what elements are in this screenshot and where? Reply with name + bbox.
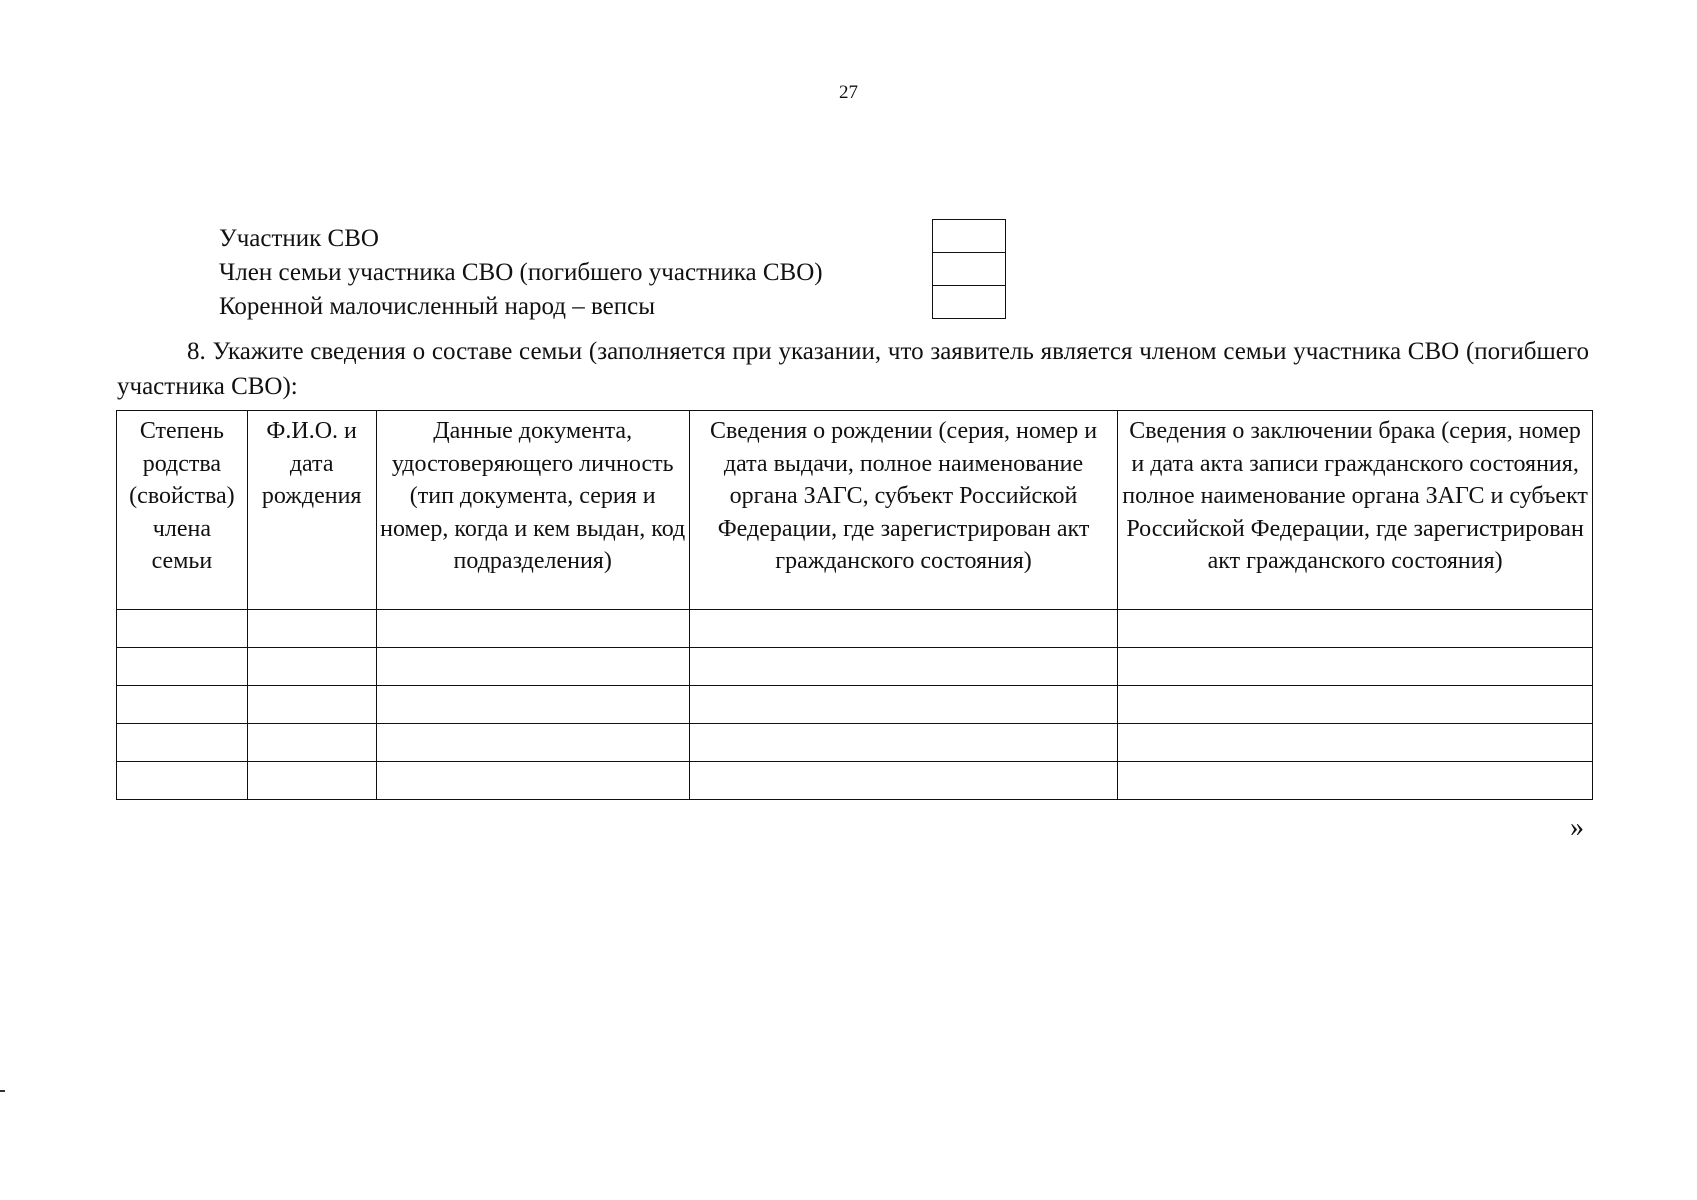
table-cell[interactable] bbox=[1118, 648, 1593, 686]
table-cell[interactable] bbox=[376, 686, 689, 724]
table-cell[interactable] bbox=[1118, 724, 1593, 762]
table-cell[interactable] bbox=[117, 686, 248, 724]
table-cell[interactable] bbox=[1118, 762, 1593, 800]
header-birth-record: Сведения о рождении (серия, номер и дата выдачи, полное наименование органа ЗАГС, субъект Российской Федерации, где зарегистрирован акт гражданского состояния) bbox=[689, 411, 1117, 610]
category-label-svo-participant: Участник СВО bbox=[219, 225, 379, 252]
table-row bbox=[117, 610, 1593, 648]
table-cell[interactable] bbox=[1118, 686, 1593, 724]
header-identity-document: Данные документа, удостоверяющего личность (тип документа, серия и номер, когда и кем выдан, код подразделения) bbox=[376, 411, 689, 610]
table-cell[interactable] bbox=[376, 724, 689, 762]
header-kinship-degree: Степень родства (свойства) члена семьи bbox=[117, 411, 248, 610]
category-checkbox-group bbox=[932, 219, 1006, 319]
closing-quotation-mark: » bbox=[1570, 812, 1584, 843]
table-cell[interactable] bbox=[247, 686, 376, 724]
applicant-category-list bbox=[219, 222, 919, 324]
family-composition-table bbox=[116, 410, 1593, 800]
table-header-row bbox=[117, 411, 1593, 610]
checkbox-svo-participant[interactable] bbox=[933, 220, 1005, 253]
category-label-svo-family-member: Член семьи участника СВО (погибшего участника СВО) bbox=[219, 259, 823, 286]
table-cell[interactable] bbox=[247, 762, 376, 800]
table-cell[interactable] bbox=[689, 610, 1117, 648]
table-cell[interactable] bbox=[247, 648, 376, 686]
scan-edge-mark bbox=[0, 1090, 5, 1092]
table-row bbox=[117, 686, 1593, 724]
table-cell[interactable] bbox=[376, 648, 689, 686]
table-cell[interactable] bbox=[689, 648, 1117, 686]
question-8-text: 8. Укажите сведения о составе семьи (заполняется при указании, что заявитель является членом семьи участника СВО (погибшего участника СВО): bbox=[117, 338, 1589, 400]
table-row bbox=[117, 724, 1593, 762]
page-number: 27 bbox=[839, 82, 858, 103]
table-cell[interactable] bbox=[1118, 610, 1593, 648]
header-full-name-birthdate: Ф.И.О. и дата рождения bbox=[247, 411, 376, 610]
table-row bbox=[117, 648, 1593, 686]
table-row bbox=[117, 762, 1593, 800]
table-cell[interactable] bbox=[376, 610, 689, 648]
table-cell[interactable] bbox=[689, 686, 1117, 724]
table-cell[interactable] bbox=[117, 648, 248, 686]
table-cell[interactable] bbox=[376, 762, 689, 800]
table-cell[interactable] bbox=[247, 724, 376, 762]
table-cell[interactable] bbox=[117, 724, 248, 762]
checkbox-veps[interactable] bbox=[933, 286, 1005, 318]
table-cell[interactable] bbox=[689, 762, 1117, 800]
table-cell[interactable] bbox=[117, 762, 248, 800]
table-cell[interactable] bbox=[689, 724, 1117, 762]
checkbox-svo-family-member[interactable] bbox=[933, 253, 1005, 286]
category-label-veps: Коренной малочисленный народ – вепсы bbox=[219, 293, 656, 320]
table-cell[interactable] bbox=[117, 610, 248, 648]
table-cell[interactable] bbox=[247, 610, 376, 648]
header-marriage-record: Сведения о заключении брака (серия, номер и дата акта записи гражданского состояния, полное наименование органа ЗАГС и субъект Российской Федерации, где зарегистрирован акт гражданского состояния) bbox=[1118, 411, 1593, 610]
